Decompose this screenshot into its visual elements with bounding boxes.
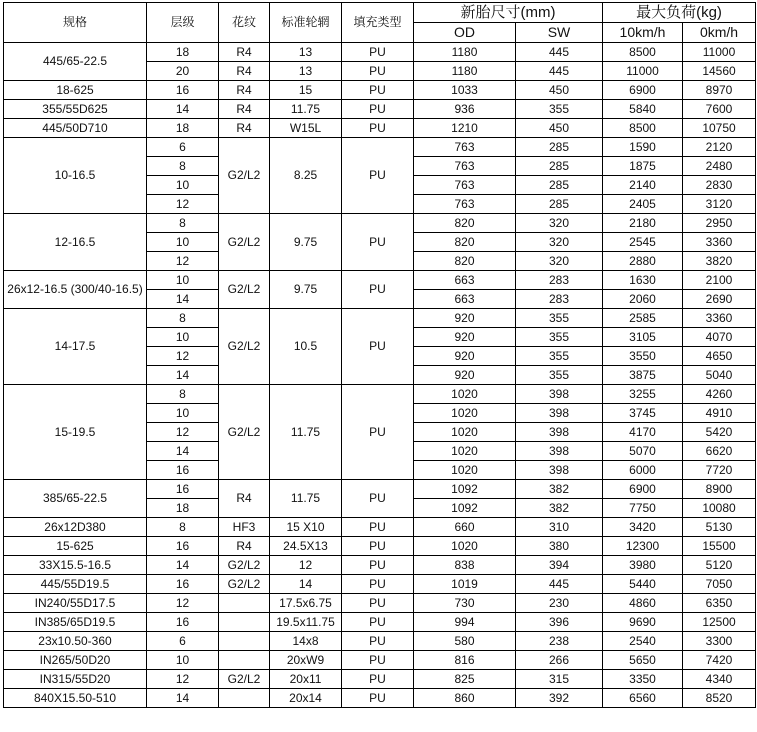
- cell-od: 730: [414, 594, 516, 613]
- cell-load-10kmh: 6900: [603, 480, 683, 499]
- cell-rim: 11.75: [270, 385, 342, 480]
- cell-od: 763: [414, 195, 516, 214]
- cell-sw: 380: [516, 537, 603, 556]
- cell-load-10kmh: 4170: [603, 423, 683, 442]
- cell-od: 838: [414, 556, 516, 575]
- cell-load-0kmh: 3820: [683, 252, 756, 271]
- cell-ply: 10: [147, 651, 219, 670]
- cell-rim: 20x14: [270, 689, 342, 708]
- cell-od: 820: [414, 233, 516, 252]
- cell-rim: 15: [270, 81, 342, 100]
- cell-sw: 398: [516, 461, 603, 480]
- table-row: [4, 689, 756, 708]
- table-row: [4, 271, 756, 290]
- cell-sw: 283: [516, 271, 603, 290]
- cell-fill: PU: [342, 119, 414, 138]
- cell-load-10kmh: 5840: [603, 100, 683, 119]
- cell-rim: 12: [270, 556, 342, 575]
- cell-pattern: G2/L2: [219, 271, 270, 309]
- cell-load-10kmh: 3255: [603, 385, 683, 404]
- cell-load-10kmh: 12300: [603, 537, 683, 556]
- header-load-group: 最大负荷(kg): [603, 3, 756, 23]
- cell-load-0kmh: 4340: [683, 670, 756, 689]
- cell-ply: 10: [147, 404, 219, 423]
- cell-pattern: R4: [219, 537, 270, 556]
- cell-spec: 18-625: [4, 81, 147, 100]
- cell-pattern: [219, 689, 270, 708]
- cell-sw: 445: [516, 43, 603, 62]
- cell-load-0kmh: 2480: [683, 157, 756, 176]
- cell-ply: 14: [147, 100, 219, 119]
- cell-ply: 14: [147, 689, 219, 708]
- table-row: [4, 309, 756, 328]
- cell-sw: 285: [516, 157, 603, 176]
- cell-spec: 445/55D19.5: [4, 575, 147, 594]
- cell-pattern: G2/L2: [219, 556, 270, 575]
- cell-spec: 26x12D380: [4, 518, 147, 537]
- cell-rim: 20x11: [270, 670, 342, 689]
- cell-od: 1180: [414, 43, 516, 62]
- cell-ply: 12: [147, 195, 219, 214]
- cell-load-0kmh: 10750: [683, 119, 756, 138]
- cell-od: 920: [414, 328, 516, 347]
- cell-load-10kmh: 2140: [603, 176, 683, 195]
- cell-ply: 16: [147, 81, 219, 100]
- cell-spec: 15-19.5: [4, 385, 147, 480]
- cell-load-0kmh: 4650: [683, 347, 756, 366]
- cell-load-0kmh: 3300: [683, 632, 756, 651]
- cell-rim: 11.75: [270, 100, 342, 119]
- cell-load-0kmh: 10080: [683, 499, 756, 518]
- cell-load-10kmh: 9690: [603, 613, 683, 632]
- cell-od: 663: [414, 271, 516, 290]
- cell-rim: 10.5: [270, 309, 342, 385]
- header-pattern: 花纹: [219, 3, 270, 43]
- cell-load-0kmh: 7720: [683, 461, 756, 480]
- cell-sw: 394: [516, 556, 603, 575]
- cell-sw: 285: [516, 176, 603, 195]
- cell-pattern: R4: [219, 480, 270, 518]
- cell-spec: 33X15.5-16.5: [4, 556, 147, 575]
- cell-od: 1033: [414, 81, 516, 100]
- header-ply: 层级: [147, 3, 219, 43]
- cell-sw: 285: [516, 195, 603, 214]
- cell-sw: 320: [516, 233, 603, 252]
- cell-od: 920: [414, 366, 516, 385]
- cell-od: 860: [414, 689, 516, 708]
- cell-ply: 16: [147, 480, 219, 499]
- cell-sw: 355: [516, 309, 603, 328]
- cell-fill: PU: [342, 214, 414, 271]
- cell-sw: 382: [516, 480, 603, 499]
- cell-sw: 396: [516, 613, 603, 632]
- cell-load-0kmh: 6350: [683, 594, 756, 613]
- cell-pattern: G2/L2: [219, 385, 270, 480]
- cell-od: 763: [414, 176, 516, 195]
- cell-load-10kmh: 3980: [603, 556, 683, 575]
- cell-load-0kmh: 7600: [683, 100, 756, 119]
- header-load-0kmh: 0km/h: [683, 23, 756, 43]
- cell-fill: PU: [342, 480, 414, 518]
- cell-ply: 10: [147, 271, 219, 290]
- cell-load-0kmh: 11000: [683, 43, 756, 62]
- cell-load-0kmh: 8970: [683, 81, 756, 100]
- table-row: [4, 214, 756, 233]
- cell-pattern: G2/L2: [219, 214, 270, 271]
- cell-sw: 320: [516, 252, 603, 271]
- cell-load-0kmh: 2100: [683, 271, 756, 290]
- cell-od: 1210: [414, 119, 516, 138]
- cell-load-10kmh: 3550: [603, 347, 683, 366]
- table-row: [4, 100, 756, 119]
- cell-pattern: [219, 632, 270, 651]
- cell-od: 1092: [414, 499, 516, 518]
- cell-fill: PU: [342, 271, 414, 309]
- cell-ply: 18: [147, 43, 219, 62]
- cell-fill: PU: [342, 594, 414, 613]
- cell-sw: 355: [516, 100, 603, 119]
- cell-ply: 14: [147, 366, 219, 385]
- cell-pattern: [219, 594, 270, 613]
- cell-rim: 20xW9: [270, 651, 342, 670]
- cell-load-0kmh: 4070: [683, 328, 756, 347]
- cell-sw: 355: [516, 328, 603, 347]
- cell-sw: 450: [516, 119, 603, 138]
- cell-rim: 24.5X13: [270, 537, 342, 556]
- cell-pattern: G2/L2: [219, 575, 270, 594]
- cell-load-0kmh: 2830: [683, 176, 756, 195]
- cell-load-0kmh: 14560: [683, 62, 756, 81]
- cell-ply: 6: [147, 138, 219, 157]
- cell-ply: 8: [147, 157, 219, 176]
- cell-load-10kmh: 1590: [603, 138, 683, 157]
- cell-load-0kmh: 5120: [683, 556, 756, 575]
- cell-ply: 12: [147, 594, 219, 613]
- cell-spec: IN315/55D20: [4, 670, 147, 689]
- cell-sw: 230: [516, 594, 603, 613]
- cell-ply: 6: [147, 632, 219, 651]
- cell-load-10kmh: 2180: [603, 214, 683, 233]
- cell-rim: 9.75: [270, 271, 342, 309]
- cell-ply: 12: [147, 423, 219, 442]
- cell-ply: 10: [147, 233, 219, 252]
- cell-fill: PU: [342, 537, 414, 556]
- cell-load-0kmh: 3120: [683, 195, 756, 214]
- cell-load-0kmh: 5040: [683, 366, 756, 385]
- cell-sw: 355: [516, 347, 603, 366]
- cell-load-0kmh: 4910: [683, 404, 756, 423]
- cell-ply: 20: [147, 62, 219, 81]
- cell-od: 763: [414, 138, 516, 157]
- cell-load-10kmh: 3105: [603, 328, 683, 347]
- cell-load-10kmh: 2405: [603, 195, 683, 214]
- cell-sw: 398: [516, 385, 603, 404]
- cell-spec: IN240/55D17.5: [4, 594, 147, 613]
- table-row: [4, 594, 756, 613]
- cell-load-0kmh: 15500: [683, 537, 756, 556]
- cell-spec: 23x10.50-360: [4, 632, 147, 651]
- header-size-group: 新胎尺寸(mm): [414, 3, 603, 23]
- table-row: [4, 537, 756, 556]
- table-row: [4, 81, 756, 100]
- table-row: [4, 556, 756, 575]
- cell-load-0kmh: 8520: [683, 689, 756, 708]
- header-spec: 规格: [4, 3, 147, 43]
- cell-load-10kmh: 2060: [603, 290, 683, 309]
- cell-ply: 8: [147, 385, 219, 404]
- cell-load-10kmh: 3420: [603, 518, 683, 537]
- cell-sw: 320: [516, 214, 603, 233]
- cell-ply: 18: [147, 499, 219, 518]
- cell-sw: 450: [516, 81, 603, 100]
- cell-rim: 19.5x11.75: [270, 613, 342, 632]
- table-row: [4, 43, 756, 62]
- cell-load-0kmh: 3360: [683, 233, 756, 252]
- cell-od: 1020: [414, 537, 516, 556]
- header-od: OD: [414, 23, 516, 43]
- cell-load-10kmh: 5070: [603, 442, 683, 461]
- cell-sw: 355: [516, 366, 603, 385]
- cell-od: 820: [414, 252, 516, 271]
- cell-load-0kmh: 6620: [683, 442, 756, 461]
- cell-load-0kmh: 3360: [683, 309, 756, 328]
- cell-sw: 398: [516, 404, 603, 423]
- cell-rim: 14x8: [270, 632, 342, 651]
- cell-load-0kmh: 7050: [683, 575, 756, 594]
- cell-od: 1020: [414, 385, 516, 404]
- cell-od: 825: [414, 670, 516, 689]
- cell-load-0kmh: 2690: [683, 290, 756, 309]
- cell-od: 1092: [414, 480, 516, 499]
- table-row: [4, 651, 756, 670]
- cell-fill: PU: [342, 632, 414, 651]
- table-row: [4, 518, 756, 537]
- cell-od: 663: [414, 290, 516, 309]
- cell-od: 660: [414, 518, 516, 537]
- cell-load-0kmh: 5420: [683, 423, 756, 442]
- cell-fill: PU: [342, 62, 414, 81]
- cell-spec: 26x12-16.5 (300/40-16.5): [4, 271, 147, 309]
- cell-fill: PU: [342, 385, 414, 480]
- cell-load-10kmh: 11000: [603, 62, 683, 81]
- cell-pattern: G2/L2: [219, 670, 270, 689]
- cell-load-10kmh: 3745: [603, 404, 683, 423]
- cell-ply: 12: [147, 670, 219, 689]
- cell-ply: 8: [147, 518, 219, 537]
- cell-load-0kmh: 7420: [683, 651, 756, 670]
- cell-ply: 8: [147, 309, 219, 328]
- table-body: [4, 43, 756, 708]
- cell-od: 763: [414, 157, 516, 176]
- cell-spec: 355/55D625: [4, 100, 147, 119]
- cell-load-10kmh: 5440: [603, 575, 683, 594]
- cell-rim: 9.75: [270, 214, 342, 271]
- cell-load-0kmh: 5130: [683, 518, 756, 537]
- cell-pattern: R4: [219, 119, 270, 138]
- cell-sw: 445: [516, 575, 603, 594]
- cell-load-10kmh: 3875: [603, 366, 683, 385]
- cell-sw: 398: [516, 423, 603, 442]
- cell-load-10kmh: 2585: [603, 309, 683, 328]
- cell-sw: 283: [516, 290, 603, 309]
- cell-pattern: R4: [219, 62, 270, 81]
- cell-load-10kmh: 6900: [603, 81, 683, 100]
- table-row: [4, 138, 756, 157]
- cell-od: 1019: [414, 575, 516, 594]
- cell-load-0kmh: 8900: [683, 480, 756, 499]
- cell-od: 1020: [414, 423, 516, 442]
- cell-rim: 13: [270, 62, 342, 81]
- cell-pattern: [219, 613, 270, 632]
- cell-fill: PU: [342, 43, 414, 62]
- cell-rim: W15L: [270, 119, 342, 138]
- cell-ply: 8: [147, 214, 219, 233]
- cell-spec: IN385/65D19.5: [4, 613, 147, 632]
- cell-pattern: G2/L2: [219, 309, 270, 385]
- cell-sw: 445: [516, 62, 603, 81]
- cell-od: 1020: [414, 461, 516, 480]
- cell-load-0kmh: 2950: [683, 214, 756, 233]
- cell-load-10kmh: 8500: [603, 119, 683, 138]
- cell-spec: 445/50D710: [4, 119, 147, 138]
- cell-od: 1180: [414, 62, 516, 81]
- cell-fill: PU: [342, 575, 414, 594]
- cell-spec: 840X15.50-510: [4, 689, 147, 708]
- header-load-10kmh: 10km/h: [603, 23, 683, 43]
- table-row: [4, 613, 756, 632]
- cell-od: 1020: [414, 404, 516, 423]
- header-sw: SW: [516, 23, 603, 43]
- table-row: [4, 575, 756, 594]
- header-rim: 标准轮辋: [270, 3, 342, 43]
- table-row: [4, 385, 756, 404]
- cell-od: 816: [414, 651, 516, 670]
- cell-fill: PU: [342, 670, 414, 689]
- cell-ply: 14: [147, 442, 219, 461]
- cell-rim: 14: [270, 575, 342, 594]
- cell-sw: 310: [516, 518, 603, 537]
- cell-od: 580: [414, 632, 516, 651]
- cell-load-0kmh: 2120: [683, 138, 756, 157]
- cell-load-0kmh: 12500: [683, 613, 756, 632]
- cell-fill: PU: [342, 651, 414, 670]
- cell-rim: 8.25: [270, 138, 342, 214]
- tire-spec-table: [3, 2, 756, 708]
- cell-od: 1020: [414, 442, 516, 461]
- cell-spec: 10-16.5: [4, 138, 147, 214]
- cell-spec: 14-17.5: [4, 309, 147, 385]
- cell-load-10kmh: 2540: [603, 632, 683, 651]
- cell-sw: 382: [516, 499, 603, 518]
- cell-pattern: R4: [219, 43, 270, 62]
- cell-load-10kmh: 6560: [603, 689, 683, 708]
- cell-pattern: G2/L2: [219, 138, 270, 214]
- cell-load-10kmh: 5650: [603, 651, 683, 670]
- cell-pattern: HF3: [219, 518, 270, 537]
- table-row: [4, 119, 756, 138]
- cell-pattern: R4: [219, 81, 270, 100]
- cell-fill: PU: [342, 138, 414, 214]
- cell-rim: 17.5x6.75: [270, 594, 342, 613]
- cell-load-10kmh: 1875: [603, 157, 683, 176]
- table-header: [4, 3, 756, 43]
- cell-fill: PU: [342, 613, 414, 632]
- cell-ply: 14: [147, 290, 219, 309]
- cell-fill: PU: [342, 309, 414, 385]
- cell-sw: 392: [516, 689, 603, 708]
- cell-spec: 445/65-22.5: [4, 43, 147, 81]
- cell-load-10kmh: 8500: [603, 43, 683, 62]
- cell-fill: PU: [342, 556, 414, 575]
- cell-pattern: [219, 651, 270, 670]
- cell-ply: 16: [147, 537, 219, 556]
- cell-ply: 16: [147, 575, 219, 594]
- cell-spec: 15-625: [4, 537, 147, 556]
- cell-fill: PU: [342, 81, 414, 100]
- cell-ply: 12: [147, 347, 219, 366]
- cell-ply: 12: [147, 252, 219, 271]
- cell-load-10kmh: 3350: [603, 670, 683, 689]
- cell-load-10kmh: 7750: [603, 499, 683, 518]
- cell-ply: 18: [147, 119, 219, 138]
- header-fill: 填充类型: [342, 3, 414, 43]
- table-row: [4, 480, 756, 499]
- cell-od: 920: [414, 309, 516, 328]
- cell-load-10kmh: 6000: [603, 461, 683, 480]
- cell-ply: 16: [147, 613, 219, 632]
- cell-ply: 16: [147, 461, 219, 480]
- table-row: [4, 670, 756, 689]
- cell-od: 936: [414, 100, 516, 119]
- cell-od: 920: [414, 347, 516, 366]
- cell-ply: 10: [147, 328, 219, 347]
- cell-ply: 14: [147, 556, 219, 575]
- cell-load-10kmh: 1630: [603, 271, 683, 290]
- cell-load-10kmh: 2880: [603, 252, 683, 271]
- cell-rim: 11.75: [270, 480, 342, 518]
- cell-rim: 13: [270, 43, 342, 62]
- cell-sw: 398: [516, 442, 603, 461]
- cell-fill: PU: [342, 100, 414, 119]
- cell-rim: 15 X10: [270, 518, 342, 537]
- cell-sw: 266: [516, 651, 603, 670]
- cell-fill: PU: [342, 689, 414, 708]
- cell-spec: 12-16.5: [4, 214, 147, 271]
- cell-sw: 285: [516, 138, 603, 157]
- cell-load-0kmh: 4260: [683, 385, 756, 404]
- cell-sw: 315: [516, 670, 603, 689]
- cell-load-10kmh: 4860: [603, 594, 683, 613]
- cell-od: 994: [414, 613, 516, 632]
- cell-pattern: R4: [219, 100, 270, 119]
- table-row: [4, 632, 756, 651]
- cell-fill: PU: [342, 518, 414, 537]
- cell-spec: IN265/50D20: [4, 651, 147, 670]
- cell-sw: 238: [516, 632, 603, 651]
- cell-ply: 10: [147, 176, 219, 195]
- cell-od: 820: [414, 214, 516, 233]
- cell-spec: 385/65-22.5: [4, 480, 147, 518]
- cell-load-10kmh: 2545: [603, 233, 683, 252]
